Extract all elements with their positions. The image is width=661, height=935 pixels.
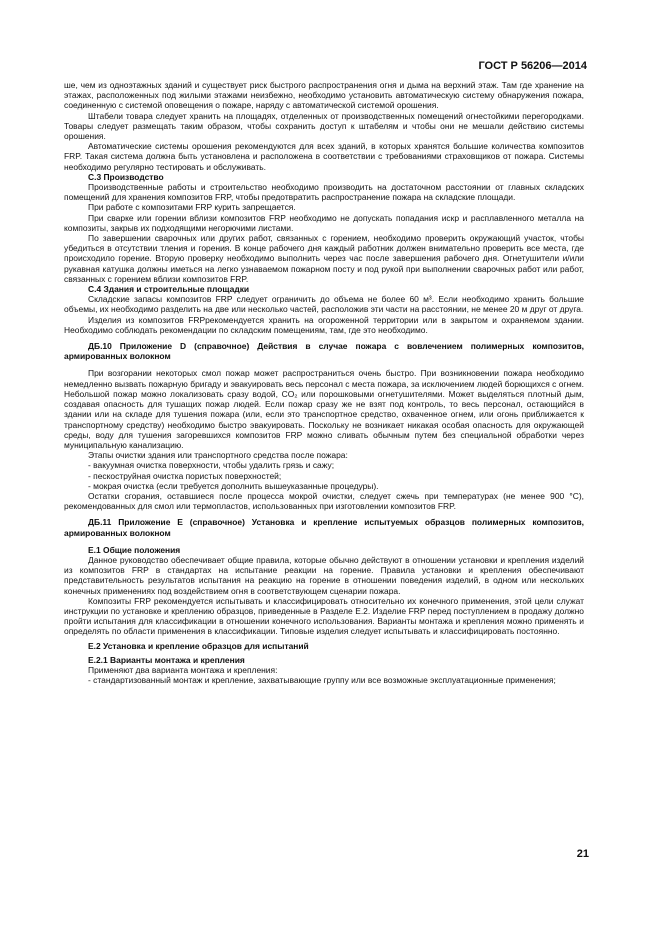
appendix-heading: ДБ.11 Приложение Е (справочное) Установка и крепление испытуемых образцов полимерных композитов, армированных волокном [64, 517, 584, 538]
paragraph: ше, чем из одноэтажных зданий и существует риск быстрого распространения огня и дыма на верхний этаж. Там где хранение на этажах, расположенных под жилыми этажами неизбежно, необходимо установить автоматическую систему обнаружения пожара, соединенную с системой оповещения о пожаре, наряду с автоматической системой орошения. [64, 80, 584, 111]
paragraph: Композиты FRP рекомендуется испытывать и классифицировать относительно их конечного применения, этой цели служат инструкции по установке и креплению образцов, приведенные в Разделе Е.2. Изделие FRP перед поступлением в продажу должно пройти испытания для классификации в отношении конечного использования. Варианты монтажа и крепления можно применять и определять по области применения в классификации. Типовые изделия следует испытывать и классифицировать постоянно. [64, 595, 584, 637]
paragraph: При сварке или горении вблизи композитов FRP необходимо не допускать попадания искр и расплавленного металла на композиты, закрыв их подходящими негорючими листами. [64, 212, 584, 233]
paragraph: При возгорании некоторых смол пожар может распространиться очень быстро. При возникновении пожара необходимо немедленно вызвать пожарную бригаду и эвакуировать весь персонал с места пожара, за исключением людей борющихся с огнем. Небольшой пожар можно локализовать сразу водой, CO₂ или порошковыми огнетушителями. Может выделяться плотный дым, создавая опасность для тушащих пожар людей. Если пожар сразу же не взят под контроль, то весь персонал, остающийся в здании или на складе для тушения пожара (или, если это транспортное средство, охваченное огнем, или огонь приближается к транспортному средству) необходимо быстро эвакуировать. Поскольку не возникает никакая особая опасность для окружающей среды, воду для тушения загоревшихся композитов FRP можно сливать обычным путем без специальной обработки через муниципальную канализацию. [64, 368, 584, 450]
paragraph: Производственные работы и строительство необходимо производить на достаточном расстоянии от главных складских помещений для хранения композитов FRP, чтобы предотвратить распространение пожара на складские площади. [64, 182, 584, 203]
paragraph: - стандартизованный монтаж и крепление, захватывающие группу или все возможные эксплуатационные применения; [88, 675, 556, 686]
section-heading: С.4 Здания и строительные площадки [88, 284, 250, 295]
paragraph: Изделия из композитов FRPрекомендуется хранить на огороженной территории или в закрытом и охраняемом здании. Необходимо соблюдать рекомендации по складским помещениям, там, где это необходимо. [64, 314, 584, 335]
document-body [64, 80, 584, 685]
section-heading: Е.2.1 Варианты монтажа и крепления [88, 654, 245, 665]
section-heading: С.3 Производство [88, 171, 164, 182]
paragraph: - вакуумная очистка поверхности, чтобы удалить грязь и сажу; [88, 460, 335, 471]
section-heading: Е.2 Установка и крепление образцов для испытаний [88, 640, 309, 651]
section-heading: Е.1 Общие положения [88, 544, 181, 555]
paragraph: Складские запасы композитов FRP следует ограничить до объема не более 60 м³. Если необходимо хранить большие объемы, их необходимо разделить на две или несколько частей, расположив эти части на расстоянии, не менее 20 м друг от друга. [64, 294, 584, 315]
paragraph: - мокрая очистка (если требуется дополнить вышеуказанные процедуры). [88, 480, 379, 491]
paragraph: Данное руководство обеспечивает общие правила, которые обычно действуют в отношении установки и крепления изделий из композитов FRP в стандартах на испытание реакции на горение. Правила установки и крепления обеспечивают представительность результатов испытания на реакцию на горение в отношении поведения изделий, в одном или нескольких конечных применениях под воздействием огня в соответствующем сценарии пожара. [64, 554, 584, 596]
appendix-heading: ДБ.10 Приложение D (справочное) Действия в случае пожара с вовлечением полимерных композитов, армированных волокном [64, 341, 584, 362]
paragraph: Этапы очистки здания или транспортного средства после пожара: [88, 450, 348, 461]
paragraph: Автоматические системы орошения рекомендуются для всех зданий, в которых хранятся большие количества композитов FRP. Такая система должна быть установлена и расположена в соответствии с требованиями страховщиков от пожара. Системы необходимо регулярно тестировать и обслуживать. [64, 141, 584, 172]
paragraph: - пескоструйная очистка пористых поверхностей; [88, 470, 282, 481]
document-id-header: ГОСТ Р 56206—2014 [478, 60, 587, 72]
paragraph: По завершении сварочных или других работ, связанных с горением, необходимо проверить окружающий участок, чтобы убедиться в отсутствии тления и горения. В конце рабочего дня каждый работник должен внимательно проверить все места, где происходило горение. Вторую проверку необходимо выполнить через час после завершения рабочего дня. Огнетушители и/или рукавная катушка должны иметься на легко узнаваемом пожарном посту и под рукой при выполнении сварочных работ или работ, связанных с горением вблизи композитов FRP. [64, 233, 584, 284]
paragraph: Остатки сгорания, оставшиеся после процесса мокрой очистки, следует сжечь при температурах (не менее 900 °С), рекомендованных для смол или термопластов, использованных при изготовлении композитов FRP. [64, 490, 584, 512]
page-number: 21 [576, 848, 589, 860]
paragraph: Применяют два варианта монтажа и крепления: [88, 664, 278, 675]
paragraph: Штабели товара следует хранить на площадях, отделенных от производственных помещений огнестойкими перегородками. Товары следует размещать таким образом, чтобы сохранить доступ к штабелям и чтобы они не мешали действию системы орошения. [64, 110, 584, 142]
paragraph: При работе с композитами FRP курить запрещается. [88, 202, 296, 213]
